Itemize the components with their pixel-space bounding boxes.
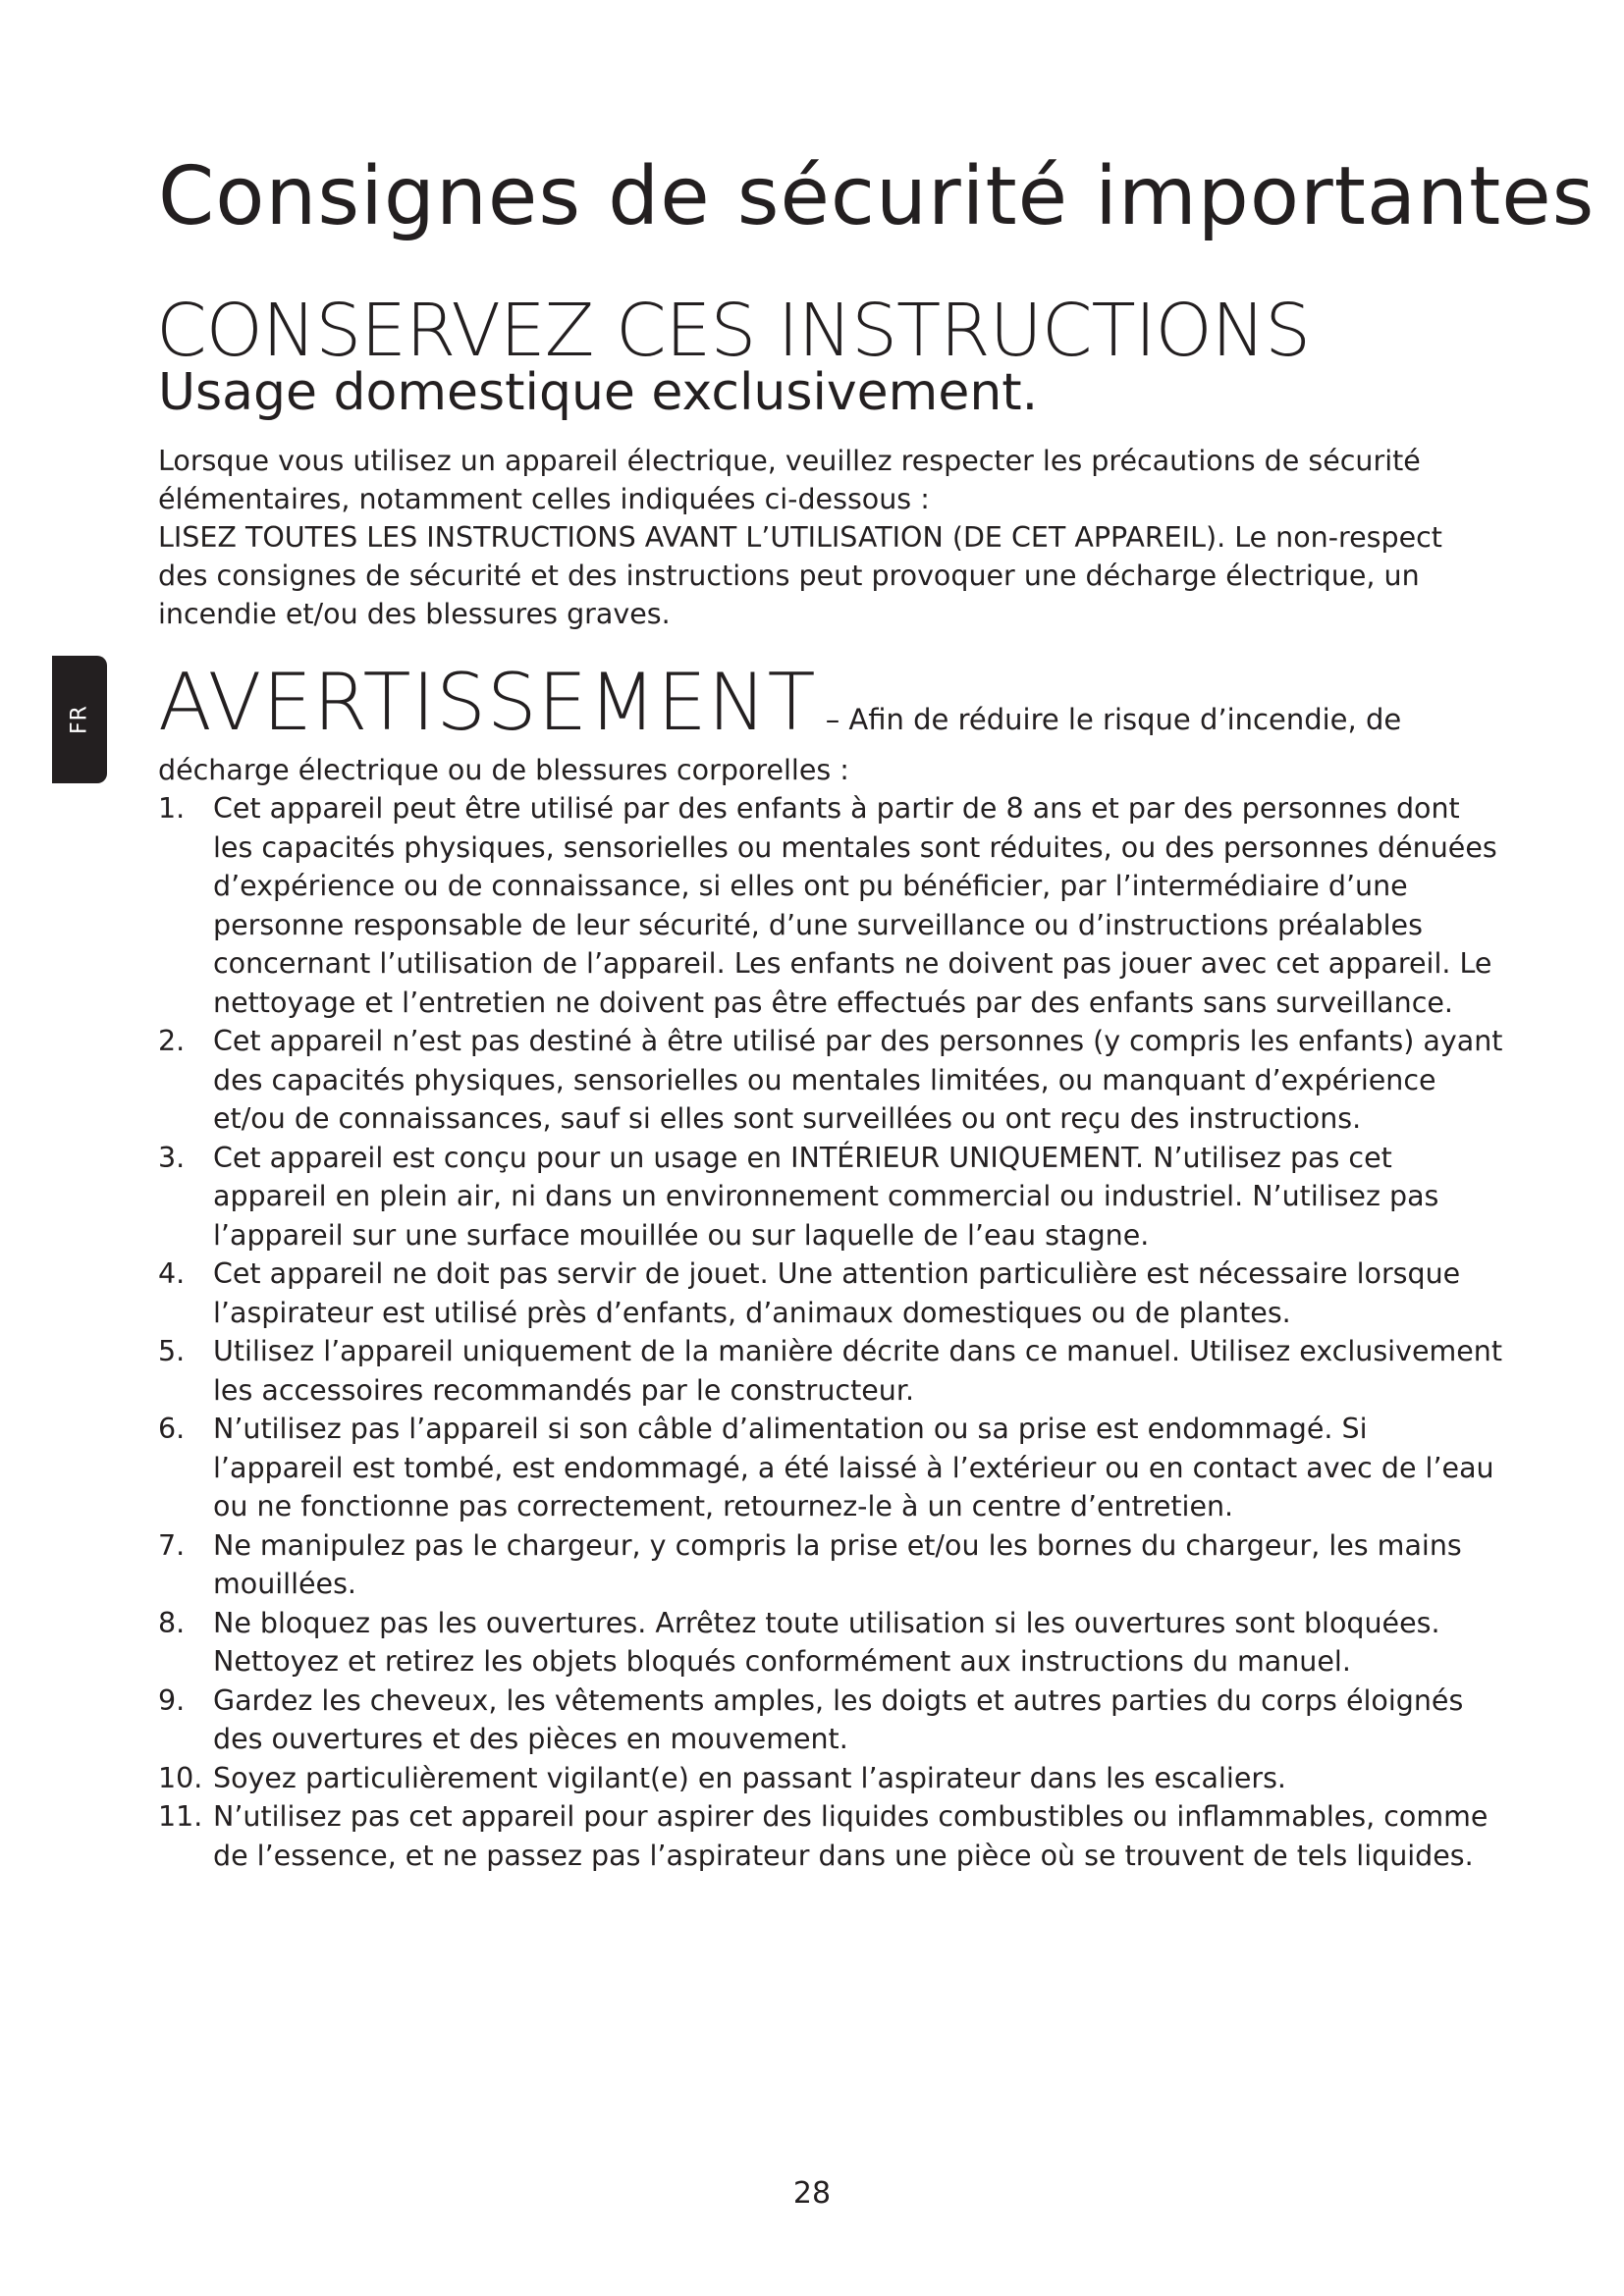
list-item-text: Soyez particulièrement vigilant(e) en passant l’aspirateur dans les escaliers. (213, 1761, 1286, 1794)
language-tab (52, 656, 107, 783)
list-item-number: 1. (158, 792, 186, 825)
list-item (158, 1682, 1503, 1759)
list-item (158, 1255, 1503, 1332)
list-item-text: Gardez les cheveux, les vêtements amples, les doigts et autres parties du corps éloignés des ouvertures et des pièces en mouvement. (213, 1683, 1464, 1755)
warning-continuation: décharge électrique ou de blessures corporelles : (158, 754, 849, 786)
list-item-text: N’utilisez pas l’appareil si son câble d’alimentation ou sa prise est endommagé. Si l’appareil est tombé, est endommagé, a été laissé à l’extérieur ou en contact avec de l’eau ou ne fonctionne pas correctement, retournez-le à un centre d’entretien. (213, 1413, 1494, 1522)
list-item-number: 3. (158, 1141, 186, 1174)
list-item-number: 11. (158, 1800, 203, 1833)
list-item (158, 1410, 1503, 1526)
usage-heading: Usage domestique exclusivement. (158, 363, 1039, 422)
list-item-text: Cet appareil peut être utilisé par des enfants à partir de 8 ans et par des personnes dont les capacités physiques, sensorielles ou mentales sont réduites, ou des personnes dénuées d’expérience ou de connaissance, si elles ont pu bénéficier, par l’intermédiaire d’une personne responsable de leur sécurité, d’une surveillance ou d’instructions préalables concernant l’utilisation de l’appareil. Les enfants ne doivent pas jouer avec cet appareil. Le nettoyage et l’entretien ne doivent pas être effectués par des enfants sans surveillance. (213, 792, 1497, 1019)
warning-lead-text: – Afin de réduire le risque d’incendie, de (816, 703, 1402, 736)
list-item-text: Cet appareil ne doit pas servir de jouet. Une attention particulière est nécessaire lorsque l’aspirateur est utilisé près d’enfants, d’animaux domestiques ou de plantes. (213, 1257, 1461, 1329)
list-item-number: 4. (158, 1257, 186, 1290)
intro-section (158, 442, 1493, 633)
list-item (158, 1759, 1503, 1798)
list-item-text: Utilisez l’appareil uniquement de la manière décrite dans ce manuel. Utilisez exclusivement les accessoires recommandés par le constructeur. (213, 1335, 1503, 1407)
page-title: Consignes de sécurité importantes (158, 150, 1596, 243)
page-number: 28 (792, 2176, 832, 2211)
list-item (158, 1604, 1503, 1682)
list-item (158, 1797, 1503, 1875)
list-item-text: Ne manipulez pas le chargeur, y compris la prise et/ou les bornes du chargeur, les mains mouillées. (213, 1528, 1462, 1600)
list-item-number: 10. (158, 1761, 203, 1794)
list-item-text: Cet appareil n’est pas destiné à être utilisé par des personnes (y compris les enfants) ayant des capacités physiques, sensorielles ou mentales limitées, ou manquant d’expérience et/ou de connaissances, sauf si elles sont surveillées ou ont reçu des instructions. (213, 1025, 1503, 1135)
list-item (158, 1332, 1503, 1410)
language-tab-label: FR (67, 705, 92, 734)
list-item-text: Ne bloquez pas les ouvertures. Arrêtez toute utilisation si les ouvertures sont bloquées. Nettoyez et retirez les objets bloqués conformément aux instructions du manuel. (213, 1606, 1440, 1678)
list-item-text: N’utilisez pas cet appareil pour aspirer des liquides combustibles ou inflammables, comme de l’essence, et ne passez pas l’aspirateur dans une pièce où se trouvent de tels liquides. (213, 1800, 1489, 1872)
list-item-number: 7. (158, 1528, 186, 1562)
list-item-number: 6. (158, 1413, 186, 1445)
safety-rules-list (158, 789, 1503, 1875)
list-item (158, 1022, 1503, 1139)
list-item-number: 5. (158, 1335, 186, 1367)
conserve-instructions-heading: CONSERVEZ CES INSTRUCTIONS (156, 289, 1311, 373)
list-item (158, 1526, 1503, 1604)
list-item-number: 2. (158, 1025, 186, 1057)
intro-paragraph: Lorsque vous utilisez un appareil électrique, veuillez respecter les précautions de sécurité élémentaires, notamment celles indiquées ci-dessous : (158, 445, 1421, 515)
warning-title: AVERTISSEMENT (158, 657, 817, 748)
list-item (158, 1139, 1503, 1255)
list-item-number: 9. (158, 1683, 186, 1717)
list-item (158, 789, 1503, 1022)
list-item-text: Cet appareil est conçu pour un usage en INTÉRIEUR UNIQUEMENT. N’utilisez pas cet appareil en plein air, ni dans un environnement commercial ou industriel. N’utilisez pas l’appareil sur une surface mouillée ou sur laquelle de l’eau stagne. (213, 1141, 1439, 1252)
warning-heading-line (158, 657, 1402, 748)
intro-paragraph: LISEZ TOUTES LES INSTRUCTIONS AVANT L’UTILISATION (DE CET APPAREIL). Le non-respect des consignes de sécurité et des instructions peut provoquer une décharge électrique, un incendie et/ou des blessures graves. (158, 521, 1442, 630)
list-item-number: 8. (158, 1606, 186, 1639)
